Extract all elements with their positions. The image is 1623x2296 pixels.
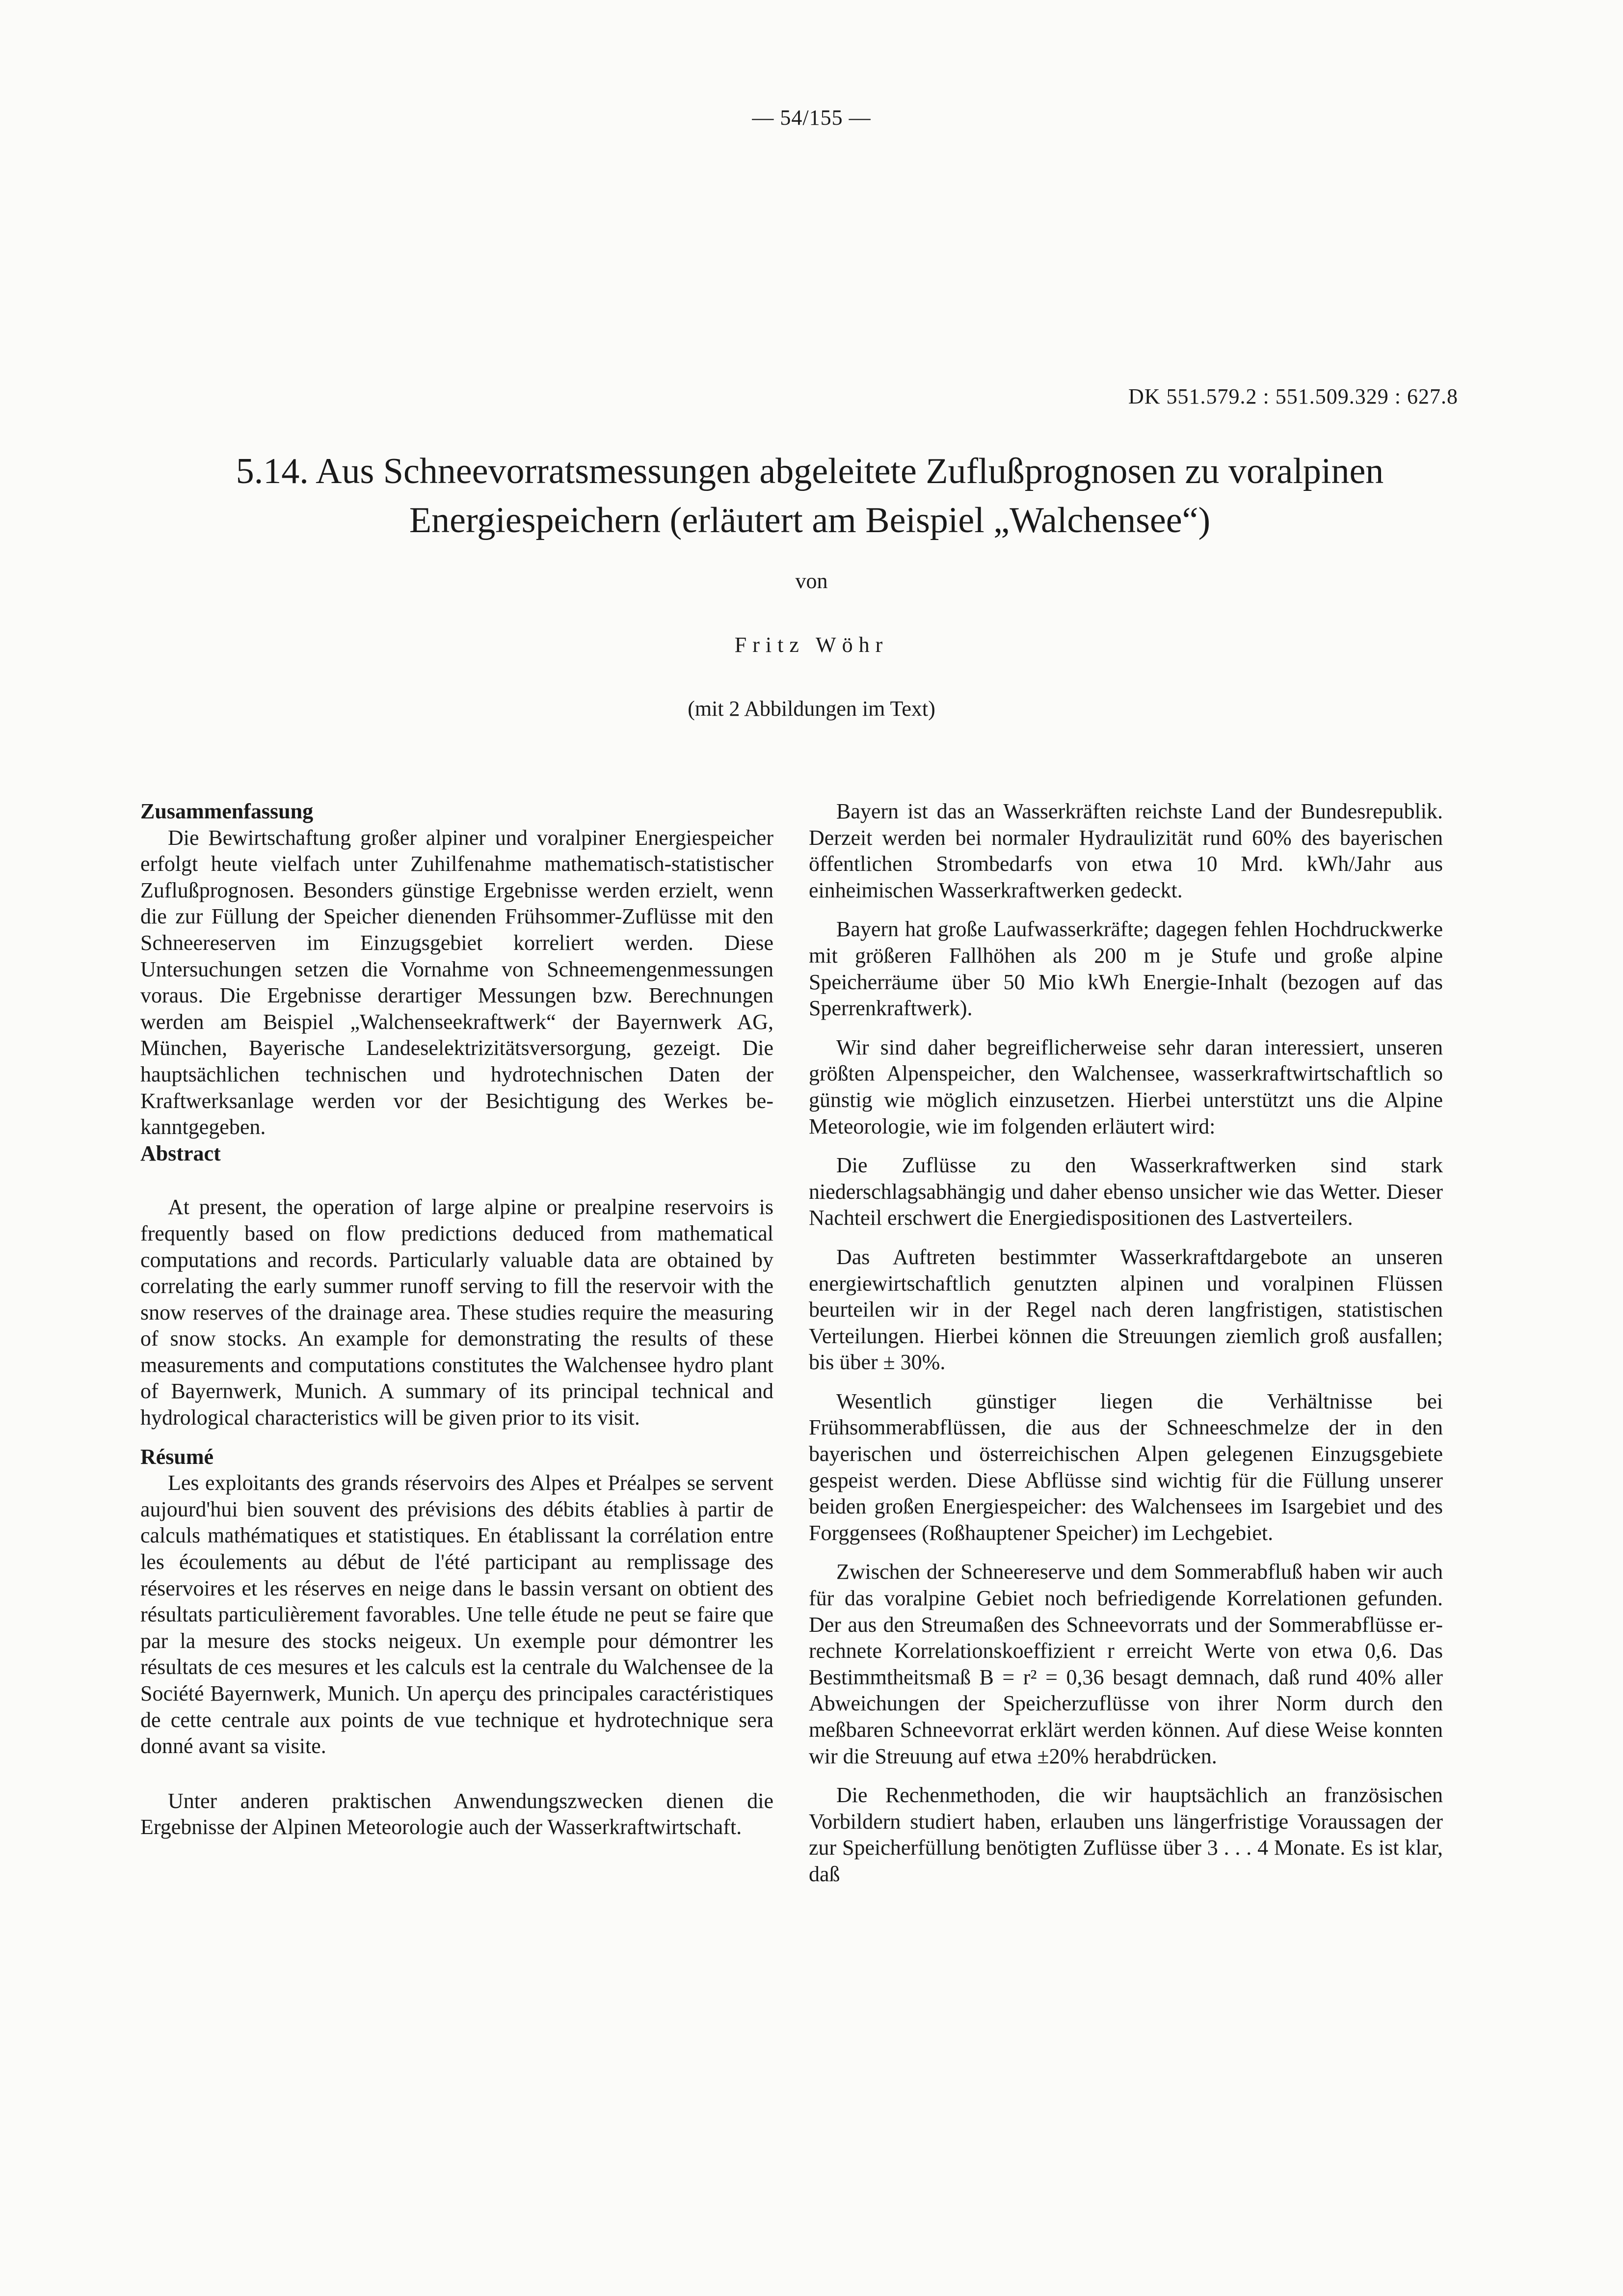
resume-heading: Résumé	[140, 1444, 214, 1469]
abstract-text: At present, the operation of large alpine or prealpine reservoirs is frequently based on flow predictions deduced from mathematical computations and records. Particularly valuable data are obtained by correlating the early summer runoff serving to fill the reservoir with the snow reserves of the drainage area. These studies require the measuring of snow stocks. An example for demonstrating the results of these measurements and computations constitutes the Walchensee hydro plant of Bayernwerk, Munich. A summary of its principal technical and hydrological characteristics will be given prior to its visit.	[140, 1195, 773, 1430]
resume-text: Les exploitants des grands réservoirs des Alpes et Préalpes se servent aujourd'hui bien souvent des prévisions des débits établies à partir de calculs mathématiques et statistiques. En établissant la corrélation entre les écoulements au début de l'été participant au remplissage des réservoires et les réserves en neige dans le bassin versant on obtient des résultats particulièrement favorables. Une telle étude ne peut se faire que par la mesure des stocks neigeux. Un exemple pour démontrer les résultats de ces mesures et les calculs est la centrale du Walchensee de la Société Bayernwerk, Munich. Un aperçu des principales caractéristiques de cette centrale aux points de vue technique et hydrotechnique sera donné avant sa visite.	[140, 1471, 773, 1758]
body-paragraph: Bayern ist das an Wasserkräften reichste Land der Bundesrepublik. Derzeit werden bei normaler Hydraulizität rund 60% des bayerischen öffentlichen Strombedarfs von etwa 10 Mrd. kWh/Jahr aus einheimischen Wasserkraftwerken gedeckt.	[809, 799, 1443, 902]
body-paragraph: Die Zuflüsse zu den Wasserkraftwerken sind stark niederschlagsabhängig und daher ebenso unsicher wie das Wetter. Dieser Nachteil erschwert die Energiedispositionen des Lastverteilers.	[809, 1153, 1443, 1230]
body-paragraph: Wesentlich günstiger liegen die Verhältnisse bei Frühsommerabflüssen, die aus der Schneeschmelze der in den bayerischen und österreichischen Alpen gelegenen Einzugsgebiete gespeist werden. Diese Abflüsse sind wichtig für die Füllung unserer beiden großen Energiespeicher: des Walchensees im Isargebiet und des Forggensees (Roßhauptener Speicher) im Lechgebiet.	[809, 1389, 1443, 1545]
dk-classification: DK 551.579.2 : 551.509.329 : 627.8	[1128, 384, 1458, 408]
right-column	[809, 798, 1443, 1888]
page-number: — 54/155 —	[752, 106, 871, 130]
intro-paragraph: Unter anderen praktischen Anwendungszwecken dienen die Ergebnisse der Alpinen Meteorologie auch der Wasserkraftwirtschaft.	[140, 1788, 773, 1839]
title-line-2: Energiespeichern (erläutert am Beispiel „Walchensee“)	[409, 500, 1211, 540]
abstract-heading: Abstract	[140, 1141, 221, 1165]
body-paragraph: Wir sind daher begreiflicherweise sehr daran interessiert, unseren größten Alpenspeicher, den Walchensee, wasserkraftwirtschaftlich so günstig wie möglich einzusetzen. Hierbei unterstützt uns die Alpine Meteorologie, wie im folgenden erläutert wird:	[809, 1035, 1443, 1138]
byline: von	[795, 569, 828, 593]
title-line-1: 5.14. Aus Schneevorratsmessungen abgeleitete Zuflußprognosen zu voralpinen	[236, 451, 1384, 491]
figures-note: (mit 2 Abbildungen im Text)	[688, 697, 935, 721]
zusammenfassung-text: Die Bewirtschaftung großer alpiner und voralpiner Energiespeicher erfolgt heute vielfach unter Zuhilfenahme mathematisch-statistischer Zuflußprognosen. Besonders günstige Ergebnisse werden erzielt, wenn die zur Füllung der Speicher dienenden Frühsommer-Zuflüsse mit den Schneereserven im Einzugsgebiet korreliert werden. Diese Untersuchungen setzen die Vornahme von Schneemengenmessungen voraus. Die Ergebnisse derartiger Messungen bzw. Berechnungen werden am Beispiel „Walchenseekraftwerk“ der Bayernwerk AG, München, Bayerische Landeselektrizitätsversorgung, gezeigt. Die hauptsächlichen technischen und hydrotechnischen Daten der Kraftwerksanlage werden vor der Besichtigung des Werkes bekanntgegeben.	[140, 825, 773, 1139]
body-paragraph: Bayern hat große Laufwasserkräfte; dagegen fehlen Hochdruckwerke mit größeren Fallhöhen als 200 m je Stufe und große alpine Speicherräume über 50 Mio kWh Energie-Inhalt (bezogen auf das Sperrenkraftwerk).	[809, 917, 1443, 1021]
left-column	[140, 798, 773, 1840]
zusammenfassung-heading: Zusammenfassung	[140, 799, 314, 823]
body-paragraph: Die Rechenmethoden, die wir hauptsächlich an französischen Vorbildern studiert haben, erlauben uns längerfristige Voraussagen der zur Speicherfüllung benötigten Zuflüsse über 3 . . . 4 Monate. Es ist klar, daß	[809, 1783, 1443, 1886]
body-paragraph: Das Auftreten bestimmter Wasserkraftdargebote an unseren energiewirtschaftlich genutzten alpinen und voralpinen Flüssen beurteilen wir in der Regel nach deren langfristigen, statistischen Verteilungen. Hierbei können die Streuungen ziemlich groß ausfallen; bis über ± 30%.	[809, 1244, 1443, 1375]
author-name: Fritz Wöhr	[734, 633, 889, 657]
body-paragraph: Zwischen der Schneereserve und dem Sommerabfluß haben wir auch für das voralpine Gebiet noch befriedigende Korrelationen gefunden. Der aus den Streumaßen des Schneevorrats und der Sommerabflüsse errechnete Korrelationskoeffizient r erreicht Werte von etwa 0,6. Das Bestimmtheitsmaß B = r² = 0,36 besagt demnach, daß rund 40% aller Abweichungen der Speicherzuflüsse von ihrer Norm durch den meßbaren Schneevorrat erklärt werden können. Auf diese Weise konnten wir die Streuung auf etwa ±20% herabdrücken.	[809, 1560, 1443, 1768]
article-title	[137, 447, 1482, 545]
